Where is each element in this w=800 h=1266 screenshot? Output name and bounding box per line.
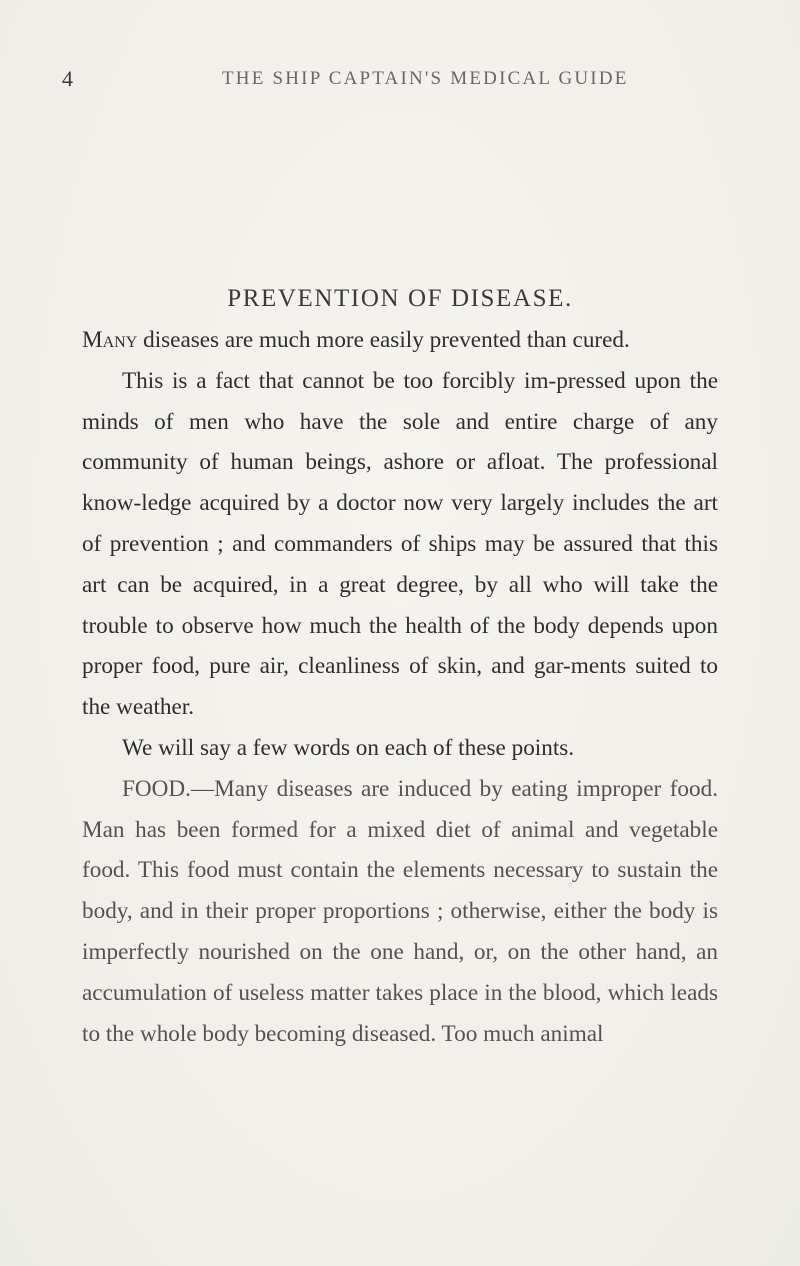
- paragraph-text: diseases are much more easily prevented than cured.: [137, 327, 630, 353]
- paragraph-lead-word: Many: [82, 327, 138, 353]
- food-heading: FOOD.: [122, 775, 191, 802]
- running-head: [62, 66, 652, 94]
- paragraph-text: We will say a few words on each of these points.: [122, 734, 575, 761]
- page-number: 4: [62, 66, 74, 91]
- paragraph-text: —Many diseases are induced by eating improper food. Man has been formed for a mixed diet of animal and vegetable food. This food must contain the elements necessary to sustain the body, and in their proper proportions ; otherwise, either the body is imperfectly nourished on the one hand, or, on the other hand, an accumulation of useless matter takes place in the blood, which leads to the whole body becoming diseased. Too much animal: [82, 775, 718, 1047]
- section-title: PREVENTION OF DISEASE.: [227, 285, 573, 312]
- paragraph-food: [82, 769, 718, 1055]
- body-text: [82, 320, 718, 1054]
- running-title: THE SHIP CAPTAIN'S MEDICAL GUIDE: [222, 68, 629, 89]
- paragraph-prevention: [82, 361, 718, 728]
- paragraph-text: This is a fact that cannot be too forcibly im-pressed upon the minds of men who have the sole and entire charge of any community of human beings, ashore or afloat. The professional know-ledge acquired by a doctor now very largely includes the art of prevention ; and commanders of ships may be assured that this art can be acquired, in a great degree, by all who will take the trouble to observe how much the health of the body depends upon proper food, pure air, cleanliness of skin, and gar-ments suited to the weather.: [82, 367, 718, 721]
- paragraph-points: [82, 728, 718, 769]
- paragraph-intro: [82, 320, 718, 361]
